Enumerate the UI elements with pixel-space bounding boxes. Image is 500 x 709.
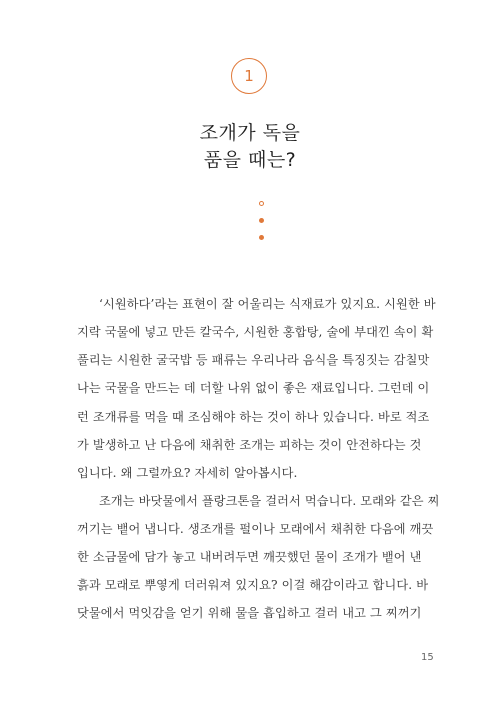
ornament-dot-filled — [259, 218, 264, 223]
body-line-7: 입니다. 왜 그럴까요? 자세히 알아봅시다. — [77, 466, 298, 480]
body-line-5: 런 조개류를 먹을 때 조심해야 하는 것이 하나 있습니다. 바로 적조 — [77, 410, 430, 424]
body-line-3: 풀리는 시원한 굴국밥 등 패류는 우리나라 음식을 특징짓는 감칠맛 — [77, 353, 430, 367]
chapter-title-line-1: 조개가 독을 — [199, 122, 301, 144]
body-line-6: 가 발생하고 난 다음에 채취한 조개는 피하는 것이 안전하다는 것 — [77, 438, 422, 452]
body-line-10: 한 소금물에 담가 놓고 내버려두면 깨끗했던 물이 조개가 뱉어 낸 — [77, 550, 422, 564]
body-line-9: 꺼기는 뱉어 냅니다. 생조개를 펄이나 모래에서 채취한 다음에 깨끗 — [77, 522, 434, 536]
page-number: 15 — [421, 652, 434, 663]
chapter-number: 1 — [244, 67, 254, 85]
body-line-4: 나는 국물을 만드는 데 더할 나위 없이 좋은 재료입니다. 그런데 이 — [77, 381, 430, 395]
ornament-dot-hollow — [259, 201, 264, 206]
ornament-dot-filled — [259, 235, 264, 240]
chapter-number-badge — [231, 58, 267, 94]
body-line-2: 지락 국물에 넣고 만든 칼국수, 시원한 홍합탕, 술에 부대낀 속이 확 — [77, 325, 434, 339]
body-line-12: 닷물에서 먹잇감을 얻기 위해 물을 흡입하고 걸러 내고 그 찌꺼기 — [77, 606, 422, 620]
body-line-1: ‘시원하다’라는 표현이 잘 어울리는 식재료가 있지요. 시원한 바 — [99, 297, 436, 311]
body-line-11: 흙과 모래로 뿌옇게 더러워져 있지요? 이걸 해감이라고 합니다. 바 — [77, 578, 429, 592]
chapter-title-line-2: 품을 때는? — [203, 149, 297, 171]
body-line-8: 조개는 바닷물에서 플랑크톤을 걸러서 먹습니다. 모래와 같은 찌 — [99, 494, 440, 508]
